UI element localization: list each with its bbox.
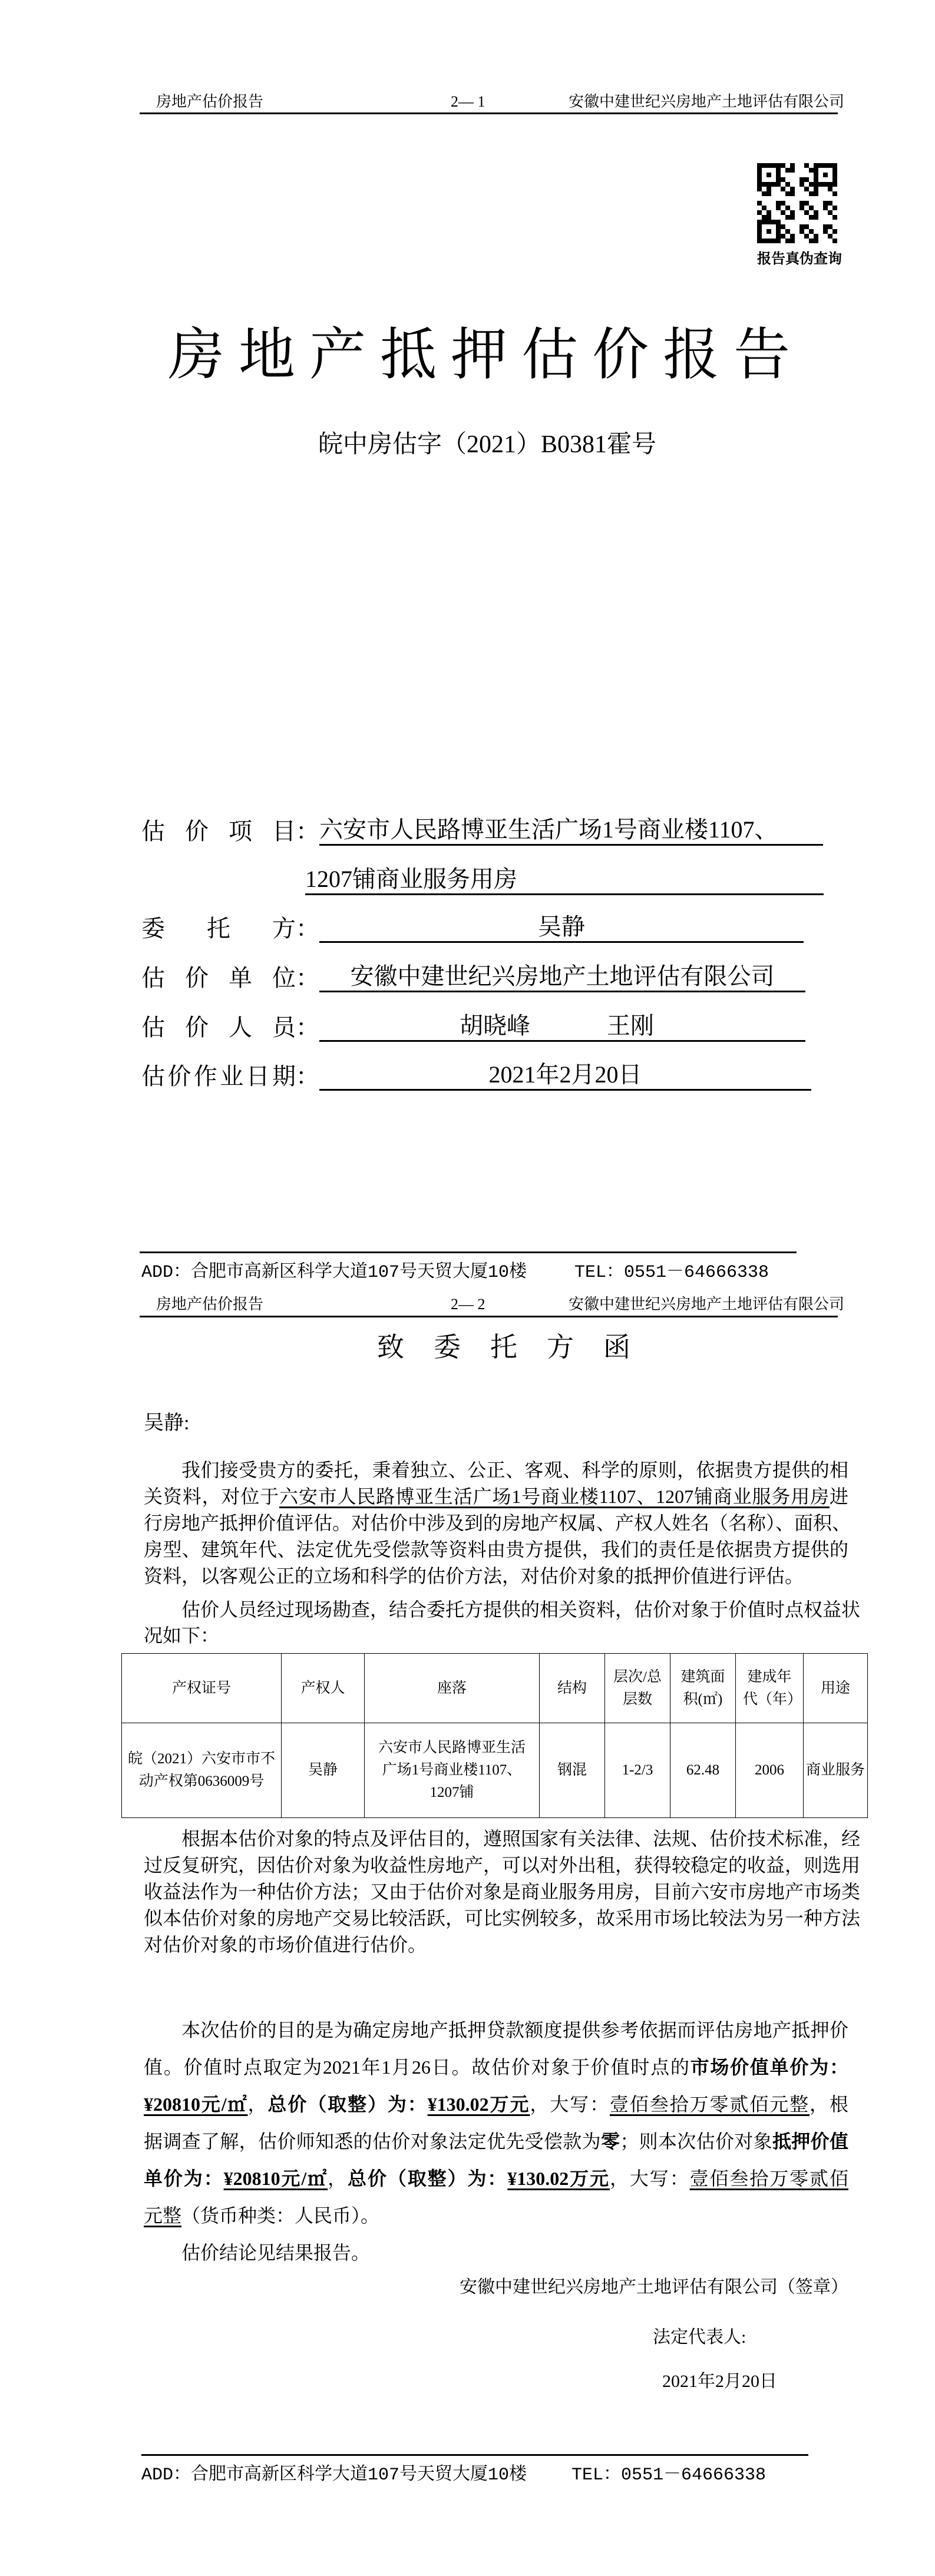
- paragraph-line: [144, 1905, 861, 1932]
- paragraph-line: [144, 1457, 848, 1484]
- paragraph-line: [144, 1852, 861, 1879]
- cell-floor: 1-2/3: [605, 1723, 670, 1818]
- text-segment: ，大写：: [530, 2094, 610, 2115]
- form-row-client: [141, 913, 804, 943]
- form-label: 估价人员: [141, 1014, 296, 1041]
- form-label: 委托方: [141, 915, 296, 942]
- form-label: 估价单位: [141, 965, 296, 991]
- form-row-project-cont: [305, 866, 824, 895]
- table-row: [122, 1723, 868, 1818]
- text-segment: 况如下：: [144, 1625, 220, 1646]
- page-header-right: 安徽中建世纪兴房地产土地评估有限公司: [569, 1296, 845, 1313]
- text-segment: 值。价值时点取定为2021年1月26日。故估价对象于价值时点的: [144, 2057, 690, 2078]
- colon: ：: [296, 818, 319, 845]
- text-segment: 估价人员经过现场勘查，结合委托方提供的相关资料，估价对象于价值时点权益状: [181, 1599, 861, 1620]
- colon: ：: [296, 1063, 319, 1090]
- cell-location: 六安市人民路博亚生活广场1号商业楼1107、1207铺: [365, 1723, 540, 1818]
- emphasized-text: 六安市人民路博亚生活广场1号商业楼1107、1207铺商业服务用房: [279, 1486, 830, 1507]
- paragraph-method: [144, 1826, 861, 1958]
- text-segment: ；则本次估价对象: [620, 2131, 772, 2152]
- paragraph-line: [144, 1623, 848, 1648]
- col-location: 座落: [365, 1654, 540, 1723]
- colon: ：: [296, 1014, 319, 1041]
- report-number: 皖中房估字（2021）B0381霍号: [318, 431, 657, 458]
- paragraph-line: [144, 2049, 848, 2086]
- col-cert-no: 产权证号: [122, 1654, 282, 1723]
- text-segment: 对估价对象的市场价值进行估价。: [144, 1934, 427, 1955]
- emphasized-text: 壹佰叁拾万零贰佰: [689, 2168, 848, 2189]
- property-rights-table: [121, 1653, 868, 1818]
- form-label: 估价项目: [141, 818, 296, 845]
- emphasized-text: 抵押价值: [772, 2131, 848, 2152]
- form-row-unit: [141, 963, 805, 992]
- emphasized-text: 壹佰叁拾万零贰佰元整: [610, 2094, 810, 2115]
- form-value-appraisers: [319, 1012, 805, 1042]
- paragraph-line: [144, 1879, 861, 1905]
- text-segment: ，大写：: [610, 2168, 690, 2189]
- emphasized-text: 总价（取整）为：: [348, 2168, 508, 2189]
- cell-usage: 商业服务: [804, 1723, 868, 1818]
- page-header-left: 房地产估价报告: [156, 1296, 264, 1313]
- col-usage: 用途: [804, 1654, 868, 1723]
- emphasized-text: ¥20810元/㎡: [144, 2094, 248, 2115]
- col-floor: 层次/总层数: [605, 1654, 670, 1723]
- form-value-date: 2021年2月20日: [319, 1061, 811, 1091]
- header-rule: [140, 1316, 838, 1317]
- text-segment: 根据本估价对象的特点及评估目的，遵照国家有关法律、法规、估价技术标准，经: [181, 1828, 861, 1849]
- page-header-right: 安徽中建世纪兴房地产土地评估有限公司: [569, 93, 845, 110]
- paragraph-line: [144, 2160, 848, 2197]
- signature-company: 安徽中建世纪兴房地产土地评估有限公司（签章）: [460, 2277, 848, 2297]
- colon: ：: [296, 915, 319, 942]
- cell-year: 2006: [736, 1723, 804, 1818]
- paragraph-line: [144, 1563, 848, 1590]
- text-segment: 估价结论见结果报告。: [181, 2242, 371, 2263]
- text-segment: 行房地产抵押价值评估。对估价中涉及到的房地产权属、产权人姓名（名称）、面积、: [144, 1512, 851, 1534]
- signature-legal-rep: 法定代表人:: [653, 2327, 746, 2347]
- cell-structure: 钢混: [540, 1723, 605, 1818]
- text-segment: 过反复研究，因估价对象为收益性房地产，可以对外出租，获得较稳定的收益，则选用: [144, 1855, 861, 1876]
- emphasized-text: ¥20810元/㎡: [223, 2168, 328, 2189]
- form-value-project: 六安市人民路博亚生活广场1号商业楼1107、: [319, 816, 823, 846]
- form-label: 估价作业日期: [141, 1063, 296, 1090]
- text-segment: ，: [328, 2168, 348, 2189]
- table-header-row: [122, 1654, 868, 1723]
- footer-rule: [141, 2454, 808, 2456]
- col-area: 建筑面积(㎡): [670, 1654, 736, 1723]
- cell-cert-no: 皖（2021）六安市市不动产权第0636009号: [122, 1723, 282, 1818]
- text-segment: 关资料，对位于: [144, 1486, 279, 1507]
- footer-address: ADD：合肥市高新区科学大道107号天贸大厦10楼: [141, 1263, 527, 1283]
- paragraph-line: [144, 2012, 848, 2049]
- form-row-appraisers: [141, 1012, 805, 1042]
- appraiser-name: 王刚: [607, 1012, 654, 1039]
- paragraph-line: [144, 1826, 861, 1852]
- cell-owner: 吴静: [282, 1723, 365, 1818]
- text-segment: 据调查了解，估价师知悉的估价对象法定优先受偿款为: [144, 2131, 601, 2152]
- cell-area: 62.48: [670, 1723, 736, 1818]
- emphasized-text: ¥130.02万元: [507, 2168, 610, 2189]
- form-row-project: [141, 816, 823, 846]
- qr-caption: 报告真伪查询: [757, 251, 842, 267]
- paragraph-line: [144, 1484, 848, 1510]
- text-segment: ，根: [810, 2094, 848, 2115]
- col-structure: 结构: [540, 1654, 605, 1723]
- page-number: 2— 2: [451, 1296, 485, 1313]
- page-number: 2— 1: [451, 93, 485, 110]
- paragraph-line: [144, 2197, 848, 2234]
- text-segment: 进: [829, 1486, 848, 1507]
- paragraph-valuation: [144, 2012, 848, 2234]
- col-owner: 产权人: [282, 1654, 365, 1723]
- paragraph-line: [144, 2086, 848, 2123]
- footer-phone: TEL：0551－64666338: [574, 1263, 769, 1283]
- qr-code-icon[interactable]: [757, 163, 837, 243]
- emphasized-text: 总价（取整）为：: [267, 2094, 428, 2115]
- text-segment: 本次估价的目的是为确定房地产抵押贷款额度提供参考依据而评估房地产抵押价: [181, 2019, 848, 2041]
- paragraph-line: [144, 1537, 848, 1563]
- emphasized-text: ¥130.02万元: [427, 2094, 530, 2115]
- letter-title: 致委托方函: [377, 1332, 660, 1362]
- colon: ：: [296, 965, 319, 991]
- col-year: 建成年代（年）: [736, 1654, 804, 1723]
- form-value-unit: 安徽中建世纪兴房地产土地评估有限公司: [319, 962, 805, 992]
- report-title: 房地产抵押估价报告: [168, 323, 804, 386]
- paragraph-line: [144, 2123, 848, 2160]
- header-rule: [140, 112, 838, 114]
- paragraph-engagement: [144, 1457, 851, 1590]
- page-header-left: 房地产估价报告: [156, 93, 264, 110]
- form-value-project-cont: 1207铺商业服务用房: [305, 865, 824, 895]
- text-segment: 我们接受贵方的委托，秉着独立、公正、客观、科学的原则，依据贵方提供的相: [181, 1459, 848, 1481]
- form-value-client: 吴静: [319, 913, 804, 943]
- emphasized-text: 元整: [144, 2205, 182, 2226]
- salutation: 吴静:: [144, 1412, 190, 1434]
- emphasized-text: 零: [600, 2131, 620, 2152]
- footer-rule: [140, 1251, 797, 1253]
- paragraph-survey: [144, 1597, 861, 1648]
- footer-phone: TEL：0551－64666338: [571, 2465, 766, 2485]
- emphasized-text: 单价为：: [144, 2168, 224, 2189]
- text-segment: 房型、建筑年代、法定优先受偿款等资料由贵方提供，我们的责任是依据贵方提供的: [144, 1539, 848, 1560]
- paragraph-line: [144, 1597, 861, 1623]
- emphasized-text: 市场价值单价为：: [690, 2057, 848, 2078]
- footer-address: ADD：合肥市高新区科学大道107号天贸大厦10楼: [141, 2465, 527, 2485]
- form-row-date: [141, 1061, 811, 1091]
- text-segment: 资料，以客观公正的立场和科学的估价方法，对估价对象的抵押价值进行评估。: [144, 1565, 804, 1587]
- text-segment: 收益法作为一种估价方法；又由于估价对象是商业服务用房，目前六安市房地产市场类: [144, 1881, 861, 1902]
- text-segment: （货币种类：人民币）。: [181, 2205, 380, 2226]
- text-segment: ，: [247, 2094, 268, 2115]
- paragraph-conclusion: [144, 2234, 848, 2272]
- appraiser-name: 胡晓峰: [460, 1012, 530, 1039]
- paragraph-line: [144, 1932, 848, 1958]
- text-segment: 似本估价对象的房地产交易比较活跃，可比实例较多，故采用市场比较法为另一种方法: [144, 1908, 861, 1929]
- paragraph-line: [144, 2234, 848, 2272]
- paragraph-line: [144, 1510, 851, 1537]
- signature-date: 2021年2月20日: [662, 2372, 777, 2391]
